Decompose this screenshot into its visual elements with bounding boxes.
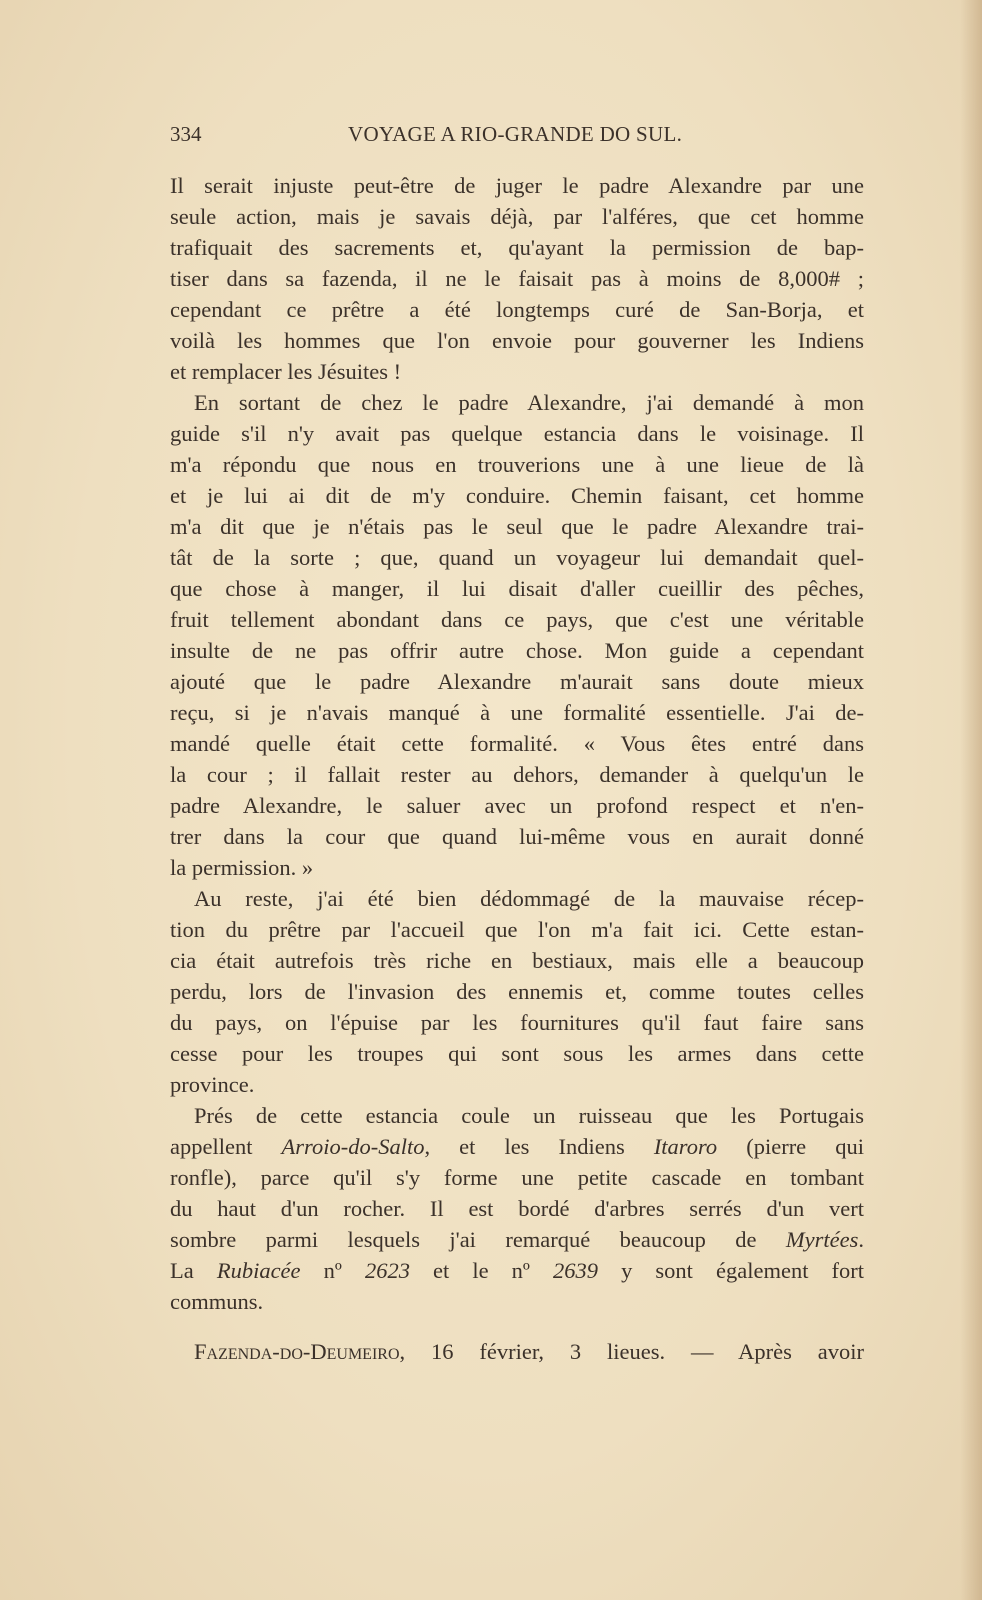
text-segment: cesse pour les troupes qui sont sous les armes dans cette [170,1041,864,1066]
text-line [170,1162,864,1193]
entry-text: , 16 février, 3 lieues. — Après avoir [399,1339,864,1364]
text-line [194,883,864,914]
text-line [170,480,864,511]
text-line [170,790,864,821]
text-segment: et le nº [409,1258,553,1283]
text-segment: communs. [170,1289,264,1314]
page-edge-shadow [960,0,982,1600]
text-line [170,604,864,635]
text-line [170,325,864,356]
italic-term: Arroio-do-Salto [281,1134,425,1159]
text-line [170,294,864,325]
text-segment: fruit tellement abondant dans ce pays, que c'est une véritable [170,607,864,632]
text-segment: m'a dit que je n'étais pas le seul que le padre Alexandre trai- [170,514,864,539]
text-line [170,1038,864,1069]
place-name: Fazenda-do-Deumeiro [194,1339,400,1364]
text-segment: tiser dans sa fazenda, il ne le faisait pas à moins de 8,000# ; [170,266,864,291]
text-segment: la cour ; il fallait rester au dehors, demander à quelqu'un le [170,762,864,787]
text-line [170,728,864,759]
text-segment: perdu, lors de l'invasion des ennemis et, comme toutes celles [170,979,864,1004]
text-line [170,232,864,263]
text-segment: En sortant de chez le padre Alexandre, j'ai demandé à mon [194,390,864,415]
text-line [170,976,864,1007]
text-line [170,759,864,790]
text-segment: que chose à manger, il lui disait d'aller cueillir des pêches, [170,576,864,601]
text-segment: (pierre qui [717,1134,864,1159]
text-line [170,1224,864,1255]
text-line [170,573,864,604]
italic-term: 2639 [553,1258,598,1283]
text-line [170,511,864,542]
running-title: VOYAGE A RIO-GRANDE DO SUL. [348,122,683,146]
text-segment: padre Alexandre, le saluer avec un profond respect et n'en- [170,793,864,818]
text-line [170,449,864,480]
text-line [170,1255,864,1286]
text-line [194,387,864,418]
text-line [170,170,864,201]
text-segment: province. [170,1072,255,1097]
text-segment: et remplacer les Jésuites ! [170,359,402,384]
italic-term: Itaroro [653,1134,718,1159]
text-segment: appellent [170,1134,282,1159]
text-segment: voilà les hommes que l'on envoie pour gouverner les Indiens [170,328,864,353]
text-line [170,263,864,294]
text-segment: Au reste, j'ai été bien dédommagé de la mauvaise récep- [194,886,864,911]
text-line [170,418,864,449]
text-segment: La [170,1258,217,1283]
text-segment: sombre parmi lesquels j'ai remarqué beaucoup de [170,1227,786,1252]
text-segment: cependant ce prêtre a été longtemps curé de San-Borja, et [170,297,864,322]
italic-term: 2623 [364,1258,410,1283]
text-segment: du pays, on l'épuise par les fournitures qu'il faut faire sans [170,1010,864,1035]
text-segment: du haut d'un rocher. Il est bordé d'arbres serrés d'un vert [170,1196,864,1221]
text-segment: la permission. » [170,855,314,880]
text-line [194,1100,864,1131]
text-segment: trer dans la cour que quand lui-même vous en aurait donné [170,824,864,849]
text-line [170,697,864,728]
text-segment: trafiquait des sacrements et, qu'ayant la permission de bap- [170,235,864,260]
text-segment: tât de la sorte ; que, quand un voyageur lui demandait quel- [170,545,864,570]
text-segment: cia était autrefois très riche en bestiaux, mais elle a beaucoup [170,948,864,973]
text-line [170,914,864,945]
text-segment: guide s'il n'y avait pas quelque estancia dans le voisinage. Il [170,421,864,446]
text-segment: et je lui ai dit de m'y conduire. Chemin faisant, cet homme [170,483,864,508]
italic-term: Rubiacée [216,1258,301,1283]
entry-heading-line [194,1336,864,1367]
text-line [170,1131,864,1162]
text-segment: Il serait injuste peut-être de juger le padre Alexandre par une [170,173,864,198]
text-segment: . [858,1227,864,1252]
text-line [170,1007,864,1038]
text-line [170,1286,864,1317]
text-segment: m'a répondu que nous en trouverions une à une lieue de là [170,452,864,477]
text-segment: insulte de ne pas offrir autre chose. Mon guide a cependant [170,638,864,663]
text-segment: seule action, mais je savais déjà, par l'alféres, que cet homme [170,204,864,229]
text-line [170,542,864,573]
text-line [170,821,864,852]
text-line [170,1069,864,1100]
italic-term: Myrtées [785,1227,859,1252]
text-segment: ronfle), parce qu'il s'y forme une petite cascade en tombant [170,1165,864,1190]
text-line [170,945,864,976]
text-line [170,201,864,232]
text-line [170,666,864,697]
text-line [170,356,864,387]
text-segment: Prés de cette estancia coule un ruisseau que les Portugais [194,1103,864,1128]
text-segment: ajouté que le padre Alexandre m'aurait sans doute mieux [170,669,864,694]
text-line [170,635,864,666]
page-number: 334 [170,122,202,146]
text-segment: , et les Indiens [424,1134,654,1159]
running-header [170,122,864,150]
text-segment: reçu, si je n'avais manqué à une formalité essentielle. J'ai de- [170,700,864,725]
text-segment: mandé quelle était cette formalité. « Vous êtes entré dans [170,731,864,756]
text-line [170,852,864,883]
text-segment: nº [300,1258,365,1283]
text-segment: tion du prêtre par l'accueil que l'on m'a fait ici. Cette estan- [170,917,864,942]
text-line [170,1193,864,1224]
text-segment: y sont également fort [598,1258,865,1283]
